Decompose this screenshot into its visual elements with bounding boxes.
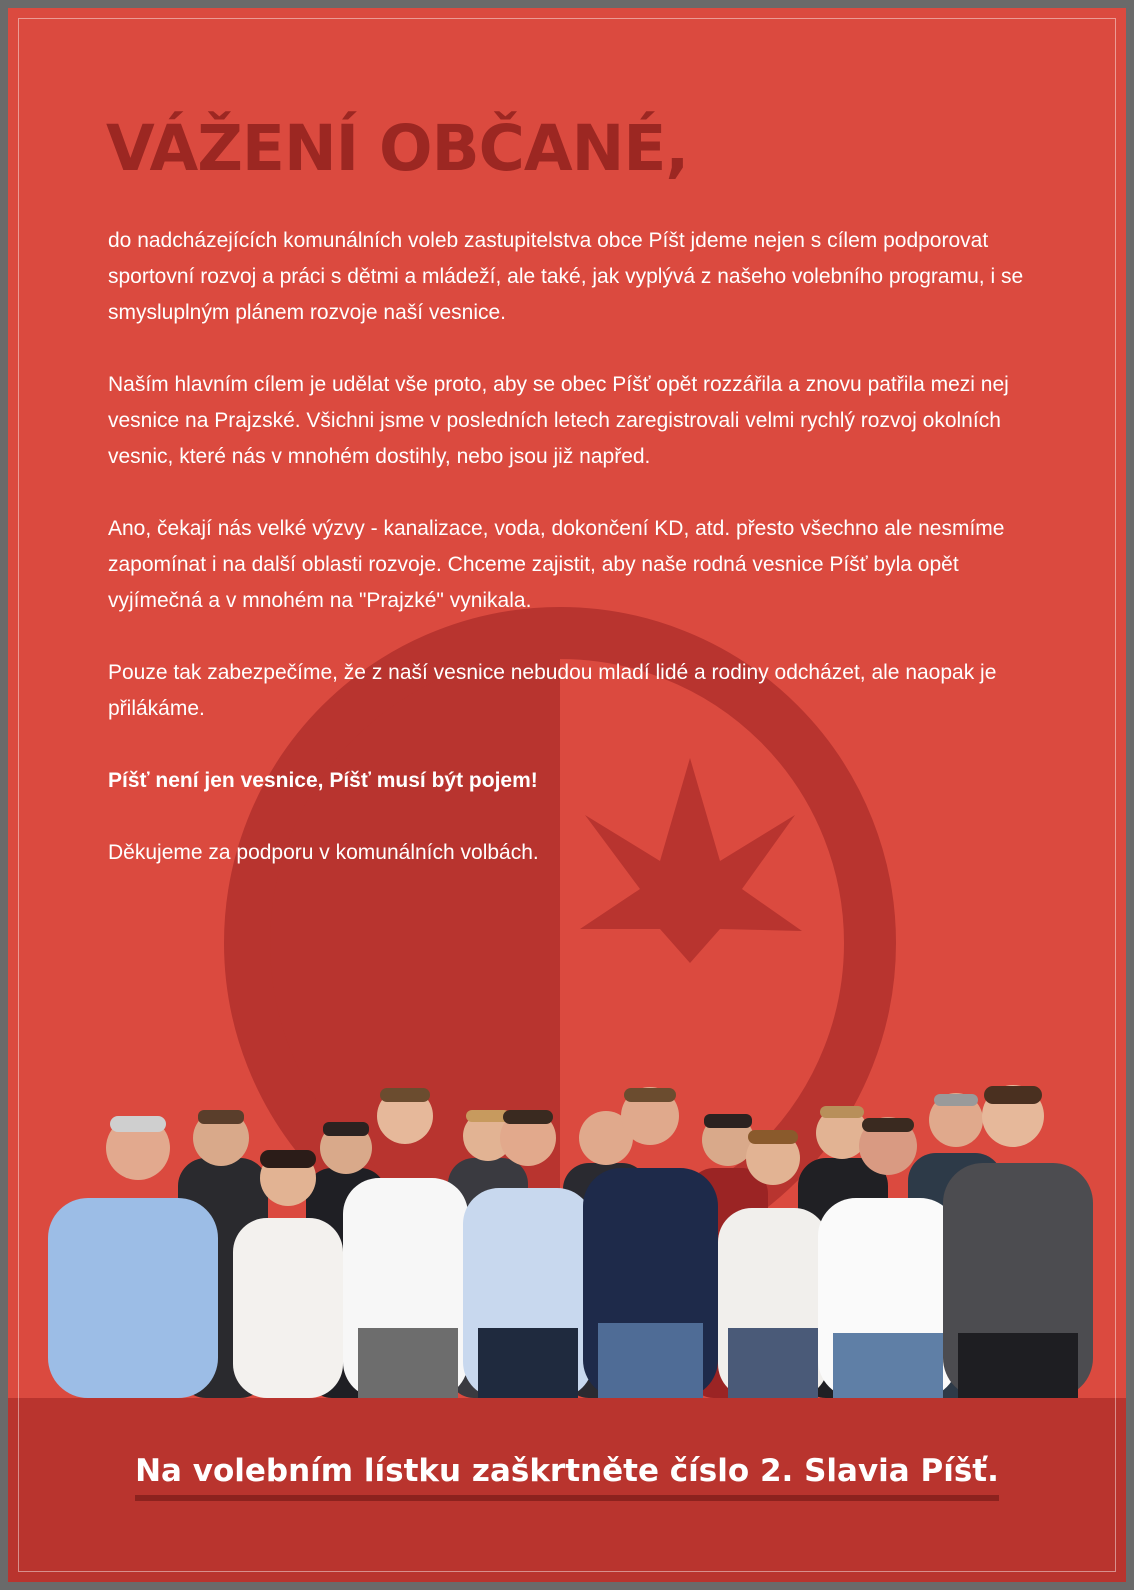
paragraph-intro: do nadcházejících komunálních voleb zastupitelstva obce Píšt jdeme nejen s cílem podporovat sportovní rozvoj a práci s dětmi a mládeží, ale také, jak vyplývá z našeho volebního programu, i se smysluplným plánem rozvoje naší vesnice. — [108, 229, 1024, 324]
paragraph-goal: Naším hlavním cílem je udělat vše proto, aby se obec Píšť opět rozzářila a znovu patřila mezi nej vesnice na Prajzské. Všichni jsme v posledních letech zaregistrovali velmi rychlý rozvoj okolních vesnic, které nás v mnohém dostihly, nebo jsou již napřed. — [108, 373, 1009, 468]
slogan: Píšť není jen vesnice, Píšť musí být pojem! — [108, 769, 538, 792]
letter-body — [108, 223, 1028, 907]
paragraph-retain-youth: Pouze tak zabezpečíme, že z naší vesnice nebudou mladí lidé a rodiny odcházet, ale naopak je přilákáme. — [108, 661, 997, 720]
person-front-1 — [48, 1116, 218, 1398]
headline: VÁŽENÍ OBČANÉ, — [106, 112, 689, 185]
call-to-action-text: Na volebním lístku zaškrtněte číslo 2. Slavia Píšť. — [135, 1453, 999, 1501]
paragraph-thanks: Děkujeme za podporu v komunálních volbách. — [108, 841, 539, 864]
candidates-group-photo — [38, 1058, 1100, 1398]
paragraph-challenges: Ano, čekají nás velké výzvy - kanalizace, voda, dokončení KD, atd. přesto všechno ale nesmíme zapomínat i na další oblasti rozvoje. Chceme zajistit, aby naše rodná vesnice Píšť byla opět vyjímečná a v mnohém na "Prajzké" vynikala. — [108, 517, 1005, 612]
call-to-action — [8, 1453, 1126, 1501]
flyer-page — [8, 8, 1126, 1582]
